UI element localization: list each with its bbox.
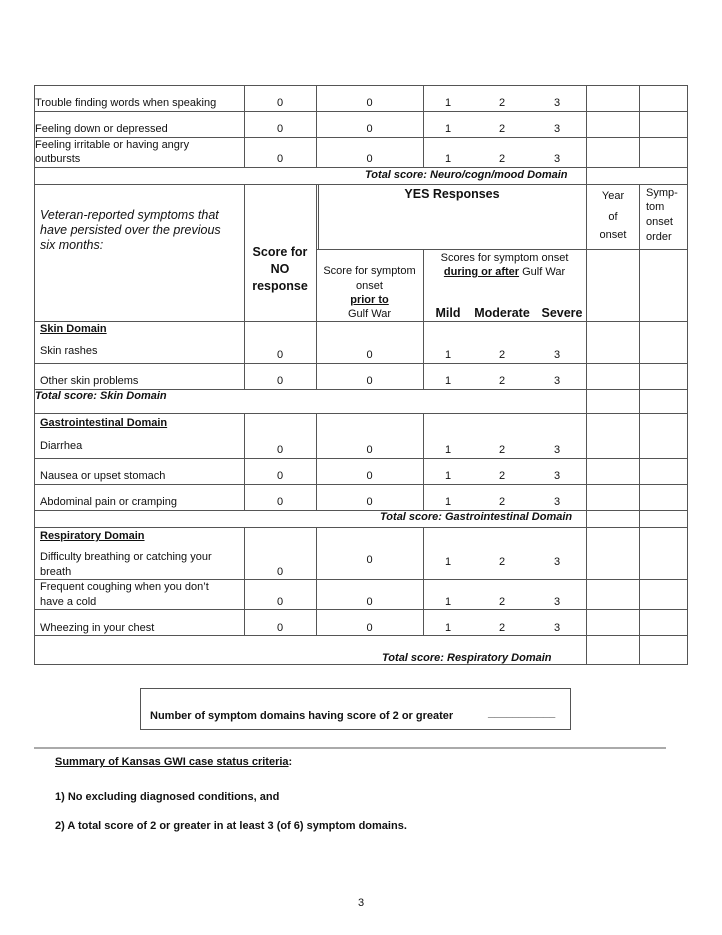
- table-line: [586, 184, 587, 664]
- score-moderate: 2: [498, 556, 506, 568]
- score-prior: 0: [366, 470, 373, 482]
- score-severe: 3: [553, 556, 561, 568]
- score-no-response: 0: [276, 596, 284, 608]
- summary-title-text: Summary of Kansas GWI case status criteria: [55, 756, 289, 768]
- score-prior: 0: [366, 554, 373, 566]
- question-text: Veteran-reported symptoms that: [40, 208, 219, 222]
- score-prior: 0: [366, 123, 373, 135]
- score-mild: 1: [444, 349, 452, 361]
- table-line: [34, 609, 688, 610]
- score-prior: 0: [366, 349, 373, 361]
- score-mild: 1: [444, 375, 452, 387]
- skin-domain-title: Skin Domain: [40, 323, 107, 335]
- total-score-respiratory: Total score: Respiratory Domain: [382, 652, 552, 664]
- score-moderate: 2: [498, 123, 506, 135]
- domains-count-label: Number of symptom domains having score of 2 or greater: [150, 710, 454, 722]
- symptom-label: Nausea or upset stomach: [40, 470, 166, 482]
- score-prior: 0: [366, 97, 373, 109]
- table-line: [423, 413, 424, 510]
- table-line: [639, 413, 640, 664]
- score-moderate: 2: [498, 375, 506, 387]
- year-onset-header: of: [608, 211, 618, 223]
- table-line: [34, 111, 688, 112]
- symptom-label: Skin rashes: [40, 345, 98, 357]
- score-mild: 1: [444, 153, 452, 165]
- table-line: [423, 527, 424, 635]
- score-mild: 1: [444, 444, 452, 456]
- table-line: [316, 249, 688, 250]
- symptom-label: Abdominal pain or cramping: [40, 496, 177, 508]
- table-line: [639, 85, 640, 167]
- score-severe: 3: [553, 153, 561, 165]
- symptom-label: breath: [40, 566, 72, 578]
- score-moderate: 2: [498, 622, 506, 634]
- score-mild: 1: [444, 496, 452, 508]
- gi-domain-title: Gastrointestinal Domain: [40, 417, 168, 429]
- symptom-label: Feeling irritable or having angry: [35, 139, 190, 151]
- domains-count-blank[interactable]: ___________: [488, 707, 556, 719]
- symptom-label: Diarrhea: [40, 440, 83, 452]
- score-severe: 3: [553, 375, 561, 387]
- score-prior: 0: [366, 496, 373, 508]
- table-line: [586, 85, 587, 184]
- criteria-item-1: 1) No excluding diagnosed conditions, and: [55, 791, 280, 803]
- score-prior: 0: [366, 153, 373, 165]
- score-no-response: 0: [276, 566, 284, 578]
- score-moderate: 2: [498, 97, 506, 109]
- mild-header: Mild: [435, 306, 461, 320]
- prior-header: prior to: [350, 294, 389, 306]
- table-line: [34, 363, 688, 364]
- score-mild: 1: [444, 596, 452, 608]
- score-moderate: 2: [498, 496, 506, 508]
- score-moderate: 2: [498, 470, 506, 482]
- symptom-label: Trouble finding words when speaking: [35, 97, 217, 109]
- table-line: [34, 167, 688, 168]
- table-line: [687, 85, 688, 664]
- score-no-response: 0: [276, 349, 284, 361]
- gulf-war-text: Gulf War: [519, 266, 566, 278]
- table-line: [244, 527, 245, 635]
- onset-order-header: tom: [646, 201, 665, 213]
- during-header: Scores for symptom onset: [440, 252, 569, 264]
- table-line: [34, 527, 688, 528]
- score-severe: 3: [553, 123, 561, 135]
- score-no-response: 0: [276, 153, 284, 165]
- score-moderate: 2: [498, 596, 506, 608]
- no-response-header: NO: [270, 262, 290, 276]
- criteria-item-2: 2) A total score of 2 or greater in at least 3 (of 6) symptom domains.: [55, 820, 407, 832]
- score-no-response: 0: [276, 375, 284, 387]
- total-score-gi: Total score: Gastrointestinal Domain: [380, 511, 573, 523]
- table-line: [423, 85, 424, 167]
- score-mild: 1: [444, 470, 452, 482]
- table-line: [34, 664, 688, 665]
- year-onset-header: onset: [599, 229, 627, 241]
- prior-header: onset: [356, 280, 383, 292]
- score-moderate: 2: [498, 444, 506, 456]
- symptom-label: Frequent coughing when you don’t: [40, 581, 209, 593]
- symptom-label: have a cold: [40, 596, 97, 608]
- severe-header: Severe: [541, 306, 583, 320]
- total-score-neuro: Total score: Neuro/cogn/mood Domain: [365, 169, 568, 181]
- no-response-header: Score for: [252, 245, 308, 259]
- question-text: have persisted over the previous: [40, 223, 221, 237]
- table-line: [34, 635, 688, 636]
- page-number: 3: [357, 897, 365, 909]
- table-line: [34, 458, 688, 459]
- onset-order-header: Symp-: [646, 187, 678, 199]
- score-mild: 1: [444, 622, 452, 634]
- onset-order-header: onset: [646, 216, 673, 228]
- total-score-skin: Total score: Skin Domain: [35, 390, 167, 402]
- yes-responses-header: YES Responses: [404, 187, 500, 201]
- score-no-response: 0: [276, 496, 284, 508]
- score-no-response: 0: [276, 622, 284, 634]
- score-no-response: 0: [276, 123, 284, 135]
- symptom-label: Other skin problems: [40, 375, 139, 387]
- symptom-label: Difficulty breathing or catching your: [40, 551, 212, 563]
- summary-title: [55, 755, 292, 769]
- score-mild: 1: [444, 556, 452, 568]
- year-onset-header: Year: [601, 190, 625, 202]
- table-line: [34, 484, 688, 485]
- table-line: [639, 184, 640, 413]
- table-line: [34, 321, 688, 322]
- score-severe: 3: [553, 470, 561, 482]
- onset-order-header: order: [646, 231, 672, 243]
- score-severe: 3: [553, 596, 561, 608]
- score-no-response: 0: [276, 444, 284, 456]
- during-header: [423, 265, 586, 279]
- symptom-label: outbursts: [35, 153, 81, 165]
- table-line: [34, 510, 688, 511]
- symptom-label: Wheezing in your chest: [40, 622, 155, 634]
- prior-header: Score for symptom: [323, 265, 416, 277]
- score-severe: 3: [553, 496, 561, 508]
- score-no-response: 0: [276, 470, 284, 482]
- score-prior: 0: [366, 444, 373, 456]
- summary-title-colon: :: [288, 756, 293, 768]
- score-severe: 3: [553, 444, 561, 456]
- table-line: [34, 184, 688, 185]
- table-line: [34, 85, 688, 86]
- score-severe: 3: [553, 622, 561, 634]
- respiratory-domain-title: Respiratory Domain: [40, 530, 145, 542]
- symptom-label: Feeling down or depressed: [35, 123, 168, 135]
- no-response-header: response: [252, 279, 308, 293]
- question-text: six months:: [40, 238, 104, 252]
- score-mild: 1: [444, 97, 452, 109]
- during-or-after-text: during or after: [443, 266, 520, 278]
- score-prior: 0: [366, 596, 373, 608]
- score-mild: 1: [444, 123, 452, 135]
- table-line: [316, 527, 317, 635]
- divider: [34, 747, 666, 749]
- table-line: [34, 413, 688, 414]
- score-severe: 3: [553, 349, 561, 361]
- score-prior: 0: [366, 375, 373, 387]
- score-moderate: 2: [498, 153, 506, 165]
- score-no-response: 0: [276, 97, 284, 109]
- score-prior: 0: [366, 622, 373, 634]
- moderate-header: Moderate: [474, 306, 530, 320]
- score-moderate: 2: [498, 349, 506, 361]
- score-severe: 3: [553, 97, 561, 109]
- table-line: [34, 85, 35, 664]
- prior-header: Gulf War: [348, 308, 391, 320]
